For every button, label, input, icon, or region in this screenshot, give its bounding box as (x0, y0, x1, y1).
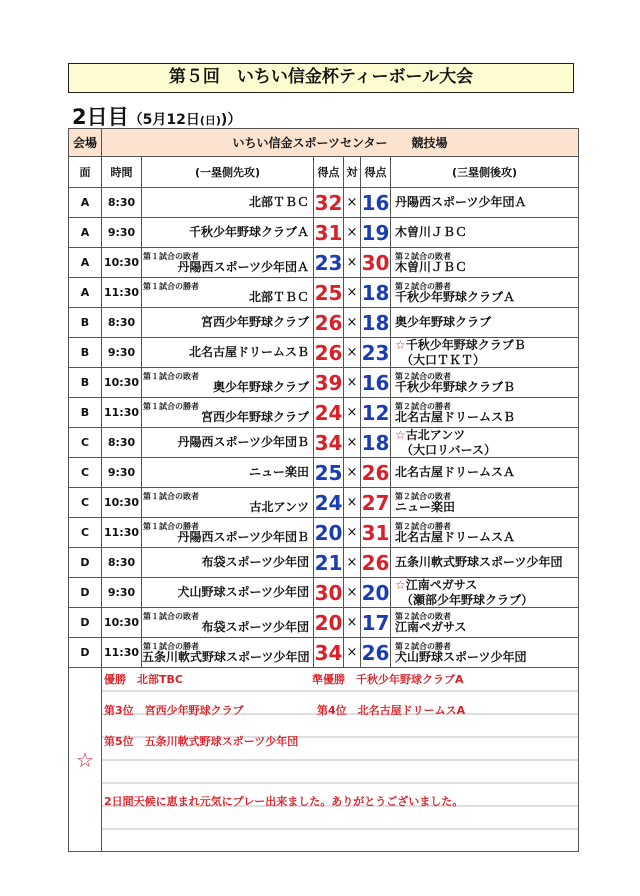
away-team-line (395, 428, 578, 443)
home-cell (142, 488, 314, 518)
home-cell (142, 368, 314, 398)
away-score: 31 (361, 518, 391, 548)
away-team: 古北アンツ (405, 428, 466, 442)
home-cell (142, 578, 314, 608)
time-cell: 9:30 (102, 338, 142, 368)
home-team: 丹陽西スポーツ少年団Ｂ (177, 435, 309, 449)
home-score: 34 (314, 428, 344, 458)
home-cell (142, 458, 314, 488)
home-cell (142, 638, 314, 668)
away-note: 第２試合の敗者 (395, 251, 451, 261)
match-row (69, 338, 579, 368)
away-team: 奥少年野球クラブ (395, 315, 492, 329)
away-team-alias: （大口ＴＫＴ） (401, 353, 486, 367)
match-row (69, 608, 579, 638)
away-score: 26 (361, 548, 391, 578)
face-cell: C (69, 488, 102, 518)
time-cell: 8:30 (102, 428, 142, 458)
day-number: 2日目 (72, 105, 129, 129)
home-score: 26 (314, 308, 344, 338)
away-note: 第２試合の勝者 (395, 641, 451, 651)
result-third: 第3位 宮西少年野球クラブ (104, 704, 244, 717)
vs-mark: × (344, 248, 361, 278)
home-note: 第１試合の勝者 (143, 521, 199, 531)
face-cell: C (69, 458, 102, 488)
away-note: 第２試合の勝者 (395, 521, 451, 531)
away-score: 16 (361, 188, 391, 218)
away-team: 木曽川ＪＢＣ (395, 259, 468, 274)
home-cell (142, 608, 314, 638)
away-team: 千秋少年野球クラブＢ (395, 379, 516, 394)
home-score: 25 (314, 278, 344, 308)
away-note: 第２試合の敗者 (395, 491, 451, 501)
time-cell: 9:30 (102, 218, 142, 248)
vs-mark: × (344, 488, 361, 518)
away-team: 五条川軟式野球スポーツ少年団 (395, 555, 563, 569)
home-note: 第１試合の勝者 (143, 401, 199, 411)
day-close: )） (220, 112, 242, 128)
home-cell (142, 278, 314, 308)
face-cell: C (69, 428, 102, 458)
face-cell: D (69, 638, 102, 668)
home-team: 布袋スポーツ少年団 (201, 555, 309, 569)
away-team: 北名古屋ドリームスＢ (395, 409, 516, 424)
result-winner: 優勝 北部TBC (104, 673, 183, 686)
home-score: 34 (314, 638, 344, 668)
header-vs: 対 (344, 157, 361, 188)
results-row (69, 668, 579, 852)
time-cell: 10:30 (102, 608, 142, 638)
vs-mark: × (344, 218, 361, 248)
away-score: 18 (361, 308, 391, 338)
home-cell (142, 548, 314, 578)
result-fifth: 第5位 五条川軟式野球スポーツ少年団 (104, 735, 299, 748)
away-cell (391, 518, 579, 548)
match-row (69, 308, 579, 338)
home-score: 24 (314, 398, 344, 428)
away-note: 第２試合の勝者 (395, 281, 451, 291)
face-cell: D (69, 608, 102, 638)
away-cell (391, 548, 579, 578)
result-runner-up: 準優勝 千秋少年野球クラブA (312, 673, 464, 686)
away-cell (391, 398, 579, 428)
away-score: 19 (361, 218, 391, 248)
day-weekday: (日) (199, 114, 221, 127)
vs-mark: × (344, 458, 361, 488)
face-cell: D (69, 548, 102, 578)
away-team: ニュー楽田 (395, 499, 456, 514)
home-note: 第１試合の敗者 (143, 251, 199, 261)
time-cell: 11:30 (102, 398, 142, 428)
away-score: 20 (361, 578, 391, 608)
home-note: 第１試合の敗者 (143, 611, 199, 621)
home-team: 犬山野球スポーツ少年団 (177, 585, 309, 599)
face-cell: C (69, 518, 102, 548)
away-team: 北名古屋ドリームスＡ (395, 465, 516, 479)
vs-mark: × (344, 188, 361, 218)
match-row (69, 368, 579, 398)
time-cell: 9:30 (102, 578, 142, 608)
away-team: 江南ペガサス (405, 578, 478, 592)
star-icon: ☆ (395, 578, 406, 592)
vs-mark: × (344, 368, 361, 398)
vs-mark: × (344, 278, 361, 308)
home-note: 第１試合の敗者 (143, 491, 199, 501)
header-score-away: 得点 (361, 157, 391, 188)
vs-mark: × (344, 398, 361, 428)
home-score: 26 (314, 338, 344, 368)
face-cell: A (69, 188, 102, 218)
time-cell: 10:30 (102, 368, 142, 398)
home-score: 39 (314, 368, 344, 398)
vs-mark: × (344, 638, 361, 668)
home-team: 千秋少年野球クラブＡ (188, 225, 309, 239)
home-team: 宮西少年野球クラブ (200, 315, 309, 329)
home-cell (142, 218, 314, 248)
away-team: 犬山野球スポーツ少年団 (395, 649, 527, 664)
face-cell: A (69, 248, 102, 278)
away-cell (391, 428, 579, 458)
star-icon: ☆ (395, 338, 406, 352)
home-team: 奥少年野球クラブ (212, 379, 309, 394)
match-row (69, 218, 579, 248)
home-note: 第１試合の勝者 (143, 641, 199, 651)
home-team: 宮西少年野球クラブ (200, 409, 309, 424)
away-cell (391, 188, 579, 218)
time-cell: 10:30 (102, 248, 142, 278)
away-cell (391, 338, 579, 368)
vs-mark: × (344, 548, 361, 578)
away-cell (391, 278, 579, 308)
time-cell: 8:30 (102, 548, 142, 578)
match-row (69, 638, 579, 668)
time-cell: 11:30 (102, 518, 142, 548)
away-cell (391, 458, 579, 488)
home-team: 北名古屋ドリームスＢ (188, 345, 309, 359)
home-cell (142, 248, 314, 278)
time-cell: 11:30 (102, 638, 142, 668)
venue-row (69, 129, 579, 157)
time-cell: 8:30 (102, 308, 142, 338)
away-score: 26 (361, 458, 391, 488)
home-cell (142, 398, 314, 428)
away-note: 第２試合の勝者 (395, 401, 451, 411)
match-row (69, 548, 579, 578)
star-icon: ☆ (395, 428, 406, 442)
home-score: 20 (314, 518, 344, 548)
home-team: 丹陽西スポーツ少年団Ｂ (177, 529, 309, 544)
result-fourth: 第4位 北名古屋ドリームスA (317, 704, 466, 717)
away-score: 23 (361, 338, 391, 368)
results-box (102, 668, 579, 852)
home-team: 北部ＴＢＣ (248, 195, 309, 209)
home-team: 布袋スポーツ少年団 (201, 619, 309, 634)
header-row (69, 157, 579, 188)
match-row (69, 248, 579, 278)
vs-mark: × (344, 308, 361, 338)
away-score: 27 (361, 488, 391, 518)
away-note: 第２試合の敗者 (395, 611, 451, 621)
away-team: 江南ペガサス (395, 619, 467, 634)
vs-mark: × (344, 608, 361, 638)
away-cell (391, 638, 579, 668)
header-time: 時間 (102, 157, 142, 188)
away-score: 16 (361, 368, 391, 398)
home-score: 20 (314, 608, 344, 638)
home-cell (142, 188, 314, 218)
home-score: 21 (314, 548, 344, 578)
away-cell (391, 308, 579, 338)
away-cell (391, 218, 579, 248)
header-face: 面 (69, 157, 102, 188)
away-score: 26 (361, 638, 391, 668)
home-cell (142, 518, 314, 548)
home-score: 32 (314, 188, 344, 218)
match-row (69, 488, 579, 518)
away-team: 北名古屋ドリームスＡ (395, 529, 516, 544)
home-cell (142, 428, 314, 458)
match-row (69, 398, 579, 428)
away-team-alias: （瀬部少年野球クラブ） (401, 593, 534, 607)
results-star-icon: ☆ (69, 668, 102, 852)
home-note: 第１試合の勝者 (143, 281, 199, 291)
away-score: 30 (361, 248, 391, 278)
home-score: 23 (314, 248, 344, 278)
match-row (69, 278, 579, 308)
away-team: 千秋少年野球クラブＢ (405, 338, 526, 352)
vs-mark: × (344, 338, 361, 368)
match-row (69, 188, 579, 218)
home-team: 五条川軟式野球スポーツ少年団 (142, 649, 310, 664)
away-team: 丹陽西スポーツ少年団Ａ (395, 195, 527, 209)
venue-label: 会場 (69, 129, 102, 157)
away-cell (391, 608, 579, 638)
match-row (69, 428, 579, 458)
away-note: 第２試合の敗者 (395, 371, 451, 381)
vs-mark: × (344, 428, 361, 458)
home-cell (142, 308, 314, 338)
away-score: 18 (361, 428, 391, 458)
day-heading (72, 101, 242, 129)
vs-mark: × (344, 578, 361, 608)
face-cell: D (69, 578, 102, 608)
home-team: 古北アンツ (249, 499, 309, 514)
away-team-line (395, 578, 578, 593)
away-score: 18 (361, 278, 391, 308)
away-cell (391, 368, 579, 398)
face-cell: A (69, 218, 102, 248)
closing-message: 2日間天候に恵まれ元気にプレー出来ました。ありがとうございました。 (104, 795, 464, 808)
header-home: (一塁側先攻) (142, 157, 314, 188)
home-team: 丹陽西スポーツ少年団Ａ (177, 259, 309, 274)
home-team: 北部ＴＢＣ (248, 289, 309, 304)
match-row (69, 518, 579, 548)
home-score: 24 (314, 488, 344, 518)
time-cell: 11:30 (102, 278, 142, 308)
away-team-alias: （大口リバース） (401, 443, 497, 457)
header-score-home: 得点 (314, 157, 344, 188)
home-score: 25 (314, 458, 344, 488)
day-date: （5月12日 (128, 112, 200, 128)
home-note: 第１試合の敗者 (143, 371, 199, 381)
match-row (69, 578, 579, 608)
away-score: 17 (361, 608, 391, 638)
face-cell: B (69, 338, 102, 368)
vs-mark: × (344, 518, 361, 548)
away-team-line (395, 338, 578, 353)
away-cell (391, 248, 579, 278)
away-cell (391, 488, 579, 518)
venue-name: いちい信金スポーツセンター 競技場 (102, 129, 579, 157)
away-team: 千秋少年野球クラブＡ (395, 289, 516, 304)
away-score: 12 (361, 398, 391, 428)
schedule-table (68, 128, 579, 852)
face-cell: B (69, 398, 102, 428)
away-team: 木曽川ＪＢＣ (395, 225, 468, 239)
home-team: ニュー楽田 (248, 465, 309, 479)
face-cell: B (69, 308, 102, 338)
home-cell (142, 338, 314, 368)
home-score: 30 (314, 578, 344, 608)
face-cell: A (69, 278, 102, 308)
header-away: (三塁側後攻) (391, 157, 579, 188)
home-score: 31 (314, 218, 344, 248)
match-row (69, 458, 579, 488)
time-cell: 9:30 (102, 458, 142, 488)
time-cell: 10:30 (102, 488, 142, 518)
tournament-title-banner: 第５回 いちい信金杯ティーボール大会 (68, 63, 574, 93)
face-cell: B (69, 368, 102, 398)
time-cell: 8:30 (102, 188, 142, 218)
away-cell (391, 578, 579, 608)
